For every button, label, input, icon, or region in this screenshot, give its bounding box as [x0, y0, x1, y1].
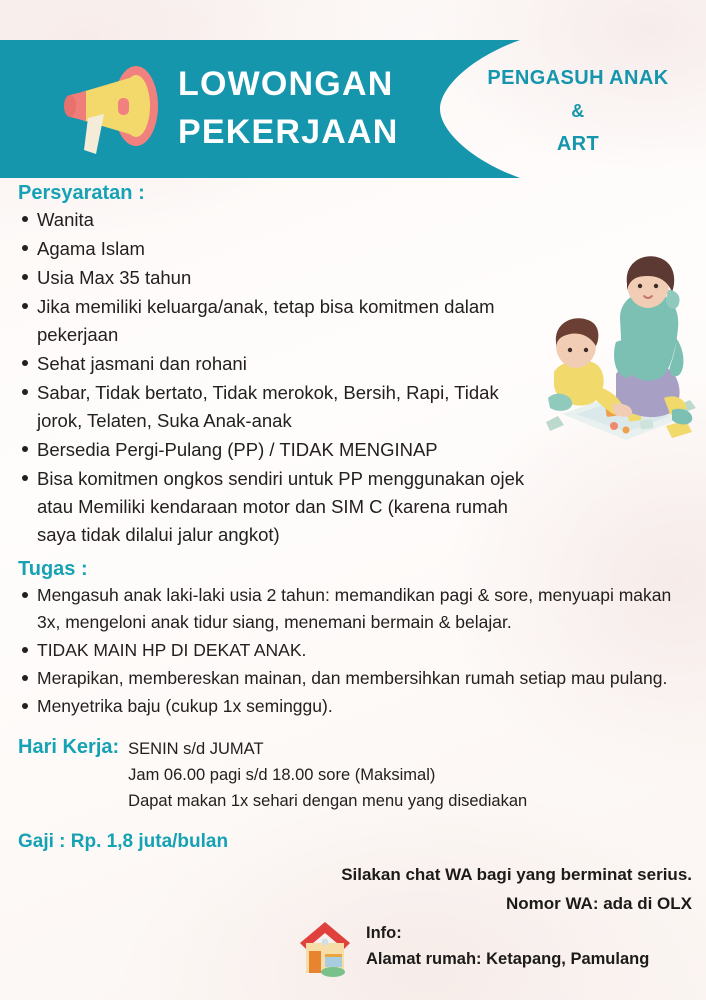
wa-invite-line: Silakan chat WA bagi yang berminat serius.	[341, 865, 692, 884]
banner-title-line2: PEKERJAAN	[178, 113, 399, 151]
salary-text: Gaji : Rp. 1,8 juta/bulan	[18, 831, 229, 852]
requirement-item: Wanita	[0, 206, 706, 234]
role-title	[462, 62, 694, 161]
role-line-2: &	[571, 101, 585, 121]
task-item: Mengasuh anak laki-laki usia 2 tahun: memandikan pagi & sore, menyuapi makan 3x, mengeloni anak tidur siang, menemani bermain & belajar.	[0, 582, 706, 636]
requirements-heading: Persyaratan :	[18, 182, 145, 204]
schedule-days: SENIN s/d JUMAT	[128, 740, 264, 758]
schedule-hours: Jam 06.00 pagi s/d 18.00 sore (Maksimal)	[128, 766, 436, 784]
requirement-item: Bersedia Pergi-Pulang (PP) / TIDAK MENGINAP	[0, 436, 706, 464]
info-label: Info:	[366, 924, 402, 942]
megaphone-icon	[52, 62, 170, 158]
tasks-heading: Tugas :	[18, 558, 88, 580]
whatsapp-contact	[0, 860, 706, 918]
task-item: TIDAK MAIN HP DI DEKAT ANAK.	[0, 637, 706, 664]
requirement-item: Bisa komitmen ongkos sendiri untuk PP menggunakan ojek atau Memiliki kendaraan motor dan SIM C (karena rumah saya tidak dilalui jalur angkot)	[0, 465, 706, 549]
address-line: Alamat rumah: Ketapang, Pamulang	[366, 950, 650, 968]
requirements-list	[0, 206, 706, 549]
requirement-item: Jika memiliki keluarga/anak, tetap bisa komitmen dalam pekerjaan	[0, 293, 706, 349]
requirement-item: Sehat jasmani dan rohani	[0, 350, 706, 378]
header-banner	[0, 40, 520, 178]
banner-title	[178, 60, 478, 156]
requirement-item: Sabar, Tidak bertato, Tidak merokok, Bersih, Rapi, Tidak jorok, Telaten, Suka Anak-anak	[0, 379, 706, 435]
flyer-body	[0, 180, 706, 854]
schedule-details	[128, 734, 527, 814]
requirement-item: Agama Islam	[0, 235, 706, 263]
role-line-1: PENGASUH ANAK	[487, 67, 669, 89]
address-info	[296, 915, 649, 977]
tasks-list	[0, 582, 706, 720]
schedule-meals: Dapat makan 1x sehari dengan menu yang disediakan	[128, 792, 528, 810]
requirement-item: Usia Max 35 tahun	[0, 264, 706, 292]
schedule-label: Hari Kerja:	[18, 736, 120, 758]
task-item: Menyetrika baju (cukup 1x seminggu).	[0, 693, 706, 720]
role-line-3: ART	[556, 133, 600, 155]
working-schedule	[0, 734, 706, 814]
house-icon	[296, 915, 354, 977]
banner-title-line1: LOWONGAN	[178, 65, 394, 103]
wa-number-line: Nomor WA: ada di OLX	[505, 894, 692, 913]
address-text	[354, 920, 649, 972]
task-item: Merapikan, membereskan mainan, dan membersihkan rumah setiap mau pulang.	[0, 665, 706, 692]
